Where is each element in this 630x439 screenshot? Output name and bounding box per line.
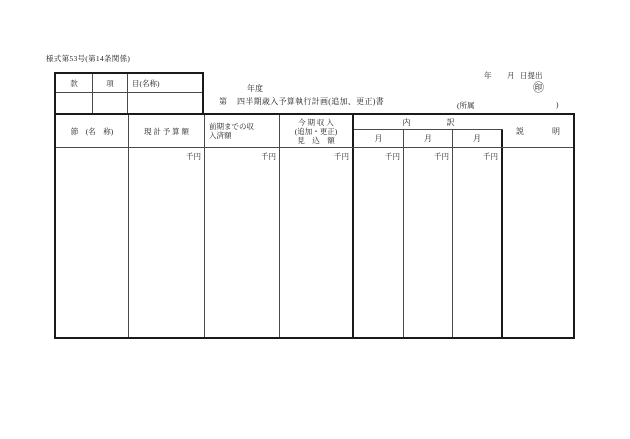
expected-income-value-cell (280, 148, 354, 337)
unit-label: 千円 (483, 152, 498, 161)
main-table-body-row (56, 148, 573, 337)
classification-table (54, 72, 204, 113)
moku-value-cell (128, 93, 202, 113)
date-day-submit-label: 日提出 (520, 71, 543, 80)
expected-income-line2: (追加・更正) (294, 126, 338, 136)
kan-column-header: 款 (56, 74, 93, 92)
explanation-column-header (503, 115, 573, 147)
unit-label: 千円 (434, 152, 449, 161)
date-year-label: 年 (484, 71, 492, 80)
prev-received-line2: 入済額 (209, 131, 232, 140)
title-prefix: 第 (219, 97, 227, 106)
date-month-label: 月 (507, 71, 515, 80)
explanation-char-1: 説 (516, 126, 524, 136)
month-1-value-cell (354, 148, 404, 337)
moku-column-header: 目(名称) (132, 78, 160, 88)
affiliation-open-label: (所属 (457, 101, 475, 110)
main-table (54, 113, 575, 339)
month-subheader-row (354, 130, 503, 147)
month-1-header: 月 (354, 130, 404, 147)
prev-received-column-header (205, 115, 280, 147)
expected-income-column-header (280, 115, 354, 147)
setsu-value-cell (56, 148, 129, 337)
fiscal-year-label: 年度 (247, 84, 263, 93)
unit-label: 千円 (186, 152, 201, 161)
ko-column-header: 項 (93, 74, 128, 92)
breakdown-group-header (354, 115, 503, 147)
month-3-header: 月 (453, 130, 503, 147)
expected-income-line1: 今 期 収 入 (298, 117, 334, 127)
month-3-value-cell (453, 148, 503, 337)
breakdown-char-1: 内 (402, 117, 411, 127)
classification-header-row (56, 74, 202, 93)
explanation-char-2: 明 (552, 126, 560, 136)
affiliation-close-label: ) (556, 100, 559, 109)
setsu-column-header: 節 (名 称) (56, 115, 129, 147)
breakdown-char-2: 訳 (446, 117, 455, 127)
page-title: 四半期歳入予算執行計画(追加、更正)書 (237, 97, 385, 106)
prev-received-line1: 前期までの収 (209, 121, 254, 131)
month-2-value-cell (404, 148, 453, 337)
current-budget-value-cell (129, 148, 205, 337)
breakdown-label (354, 115, 503, 130)
form-number-label: 様式第53号(第14条関係) (46, 54, 131, 63)
current-budget-column-header: 現 計 予 算 額 (129, 115, 205, 147)
unit-label: 千円 (385, 152, 400, 161)
explanation-value-cell (503, 148, 573, 337)
unit-label: 千円 (334, 152, 349, 161)
month-2-header: 月 (404, 130, 453, 147)
main-table-header-row (56, 115, 573, 148)
prev-received-value-cell (205, 148, 280, 337)
classification-value-row (56, 93, 202, 113)
expected-income-line3: 見 込 額 (297, 135, 335, 145)
ko-value-cell (93, 93, 128, 113)
unit-label: 千円 (261, 152, 276, 161)
kan-value-cell (56, 93, 93, 113)
seal-mark-icon: ㊞ (533, 82, 544, 94)
